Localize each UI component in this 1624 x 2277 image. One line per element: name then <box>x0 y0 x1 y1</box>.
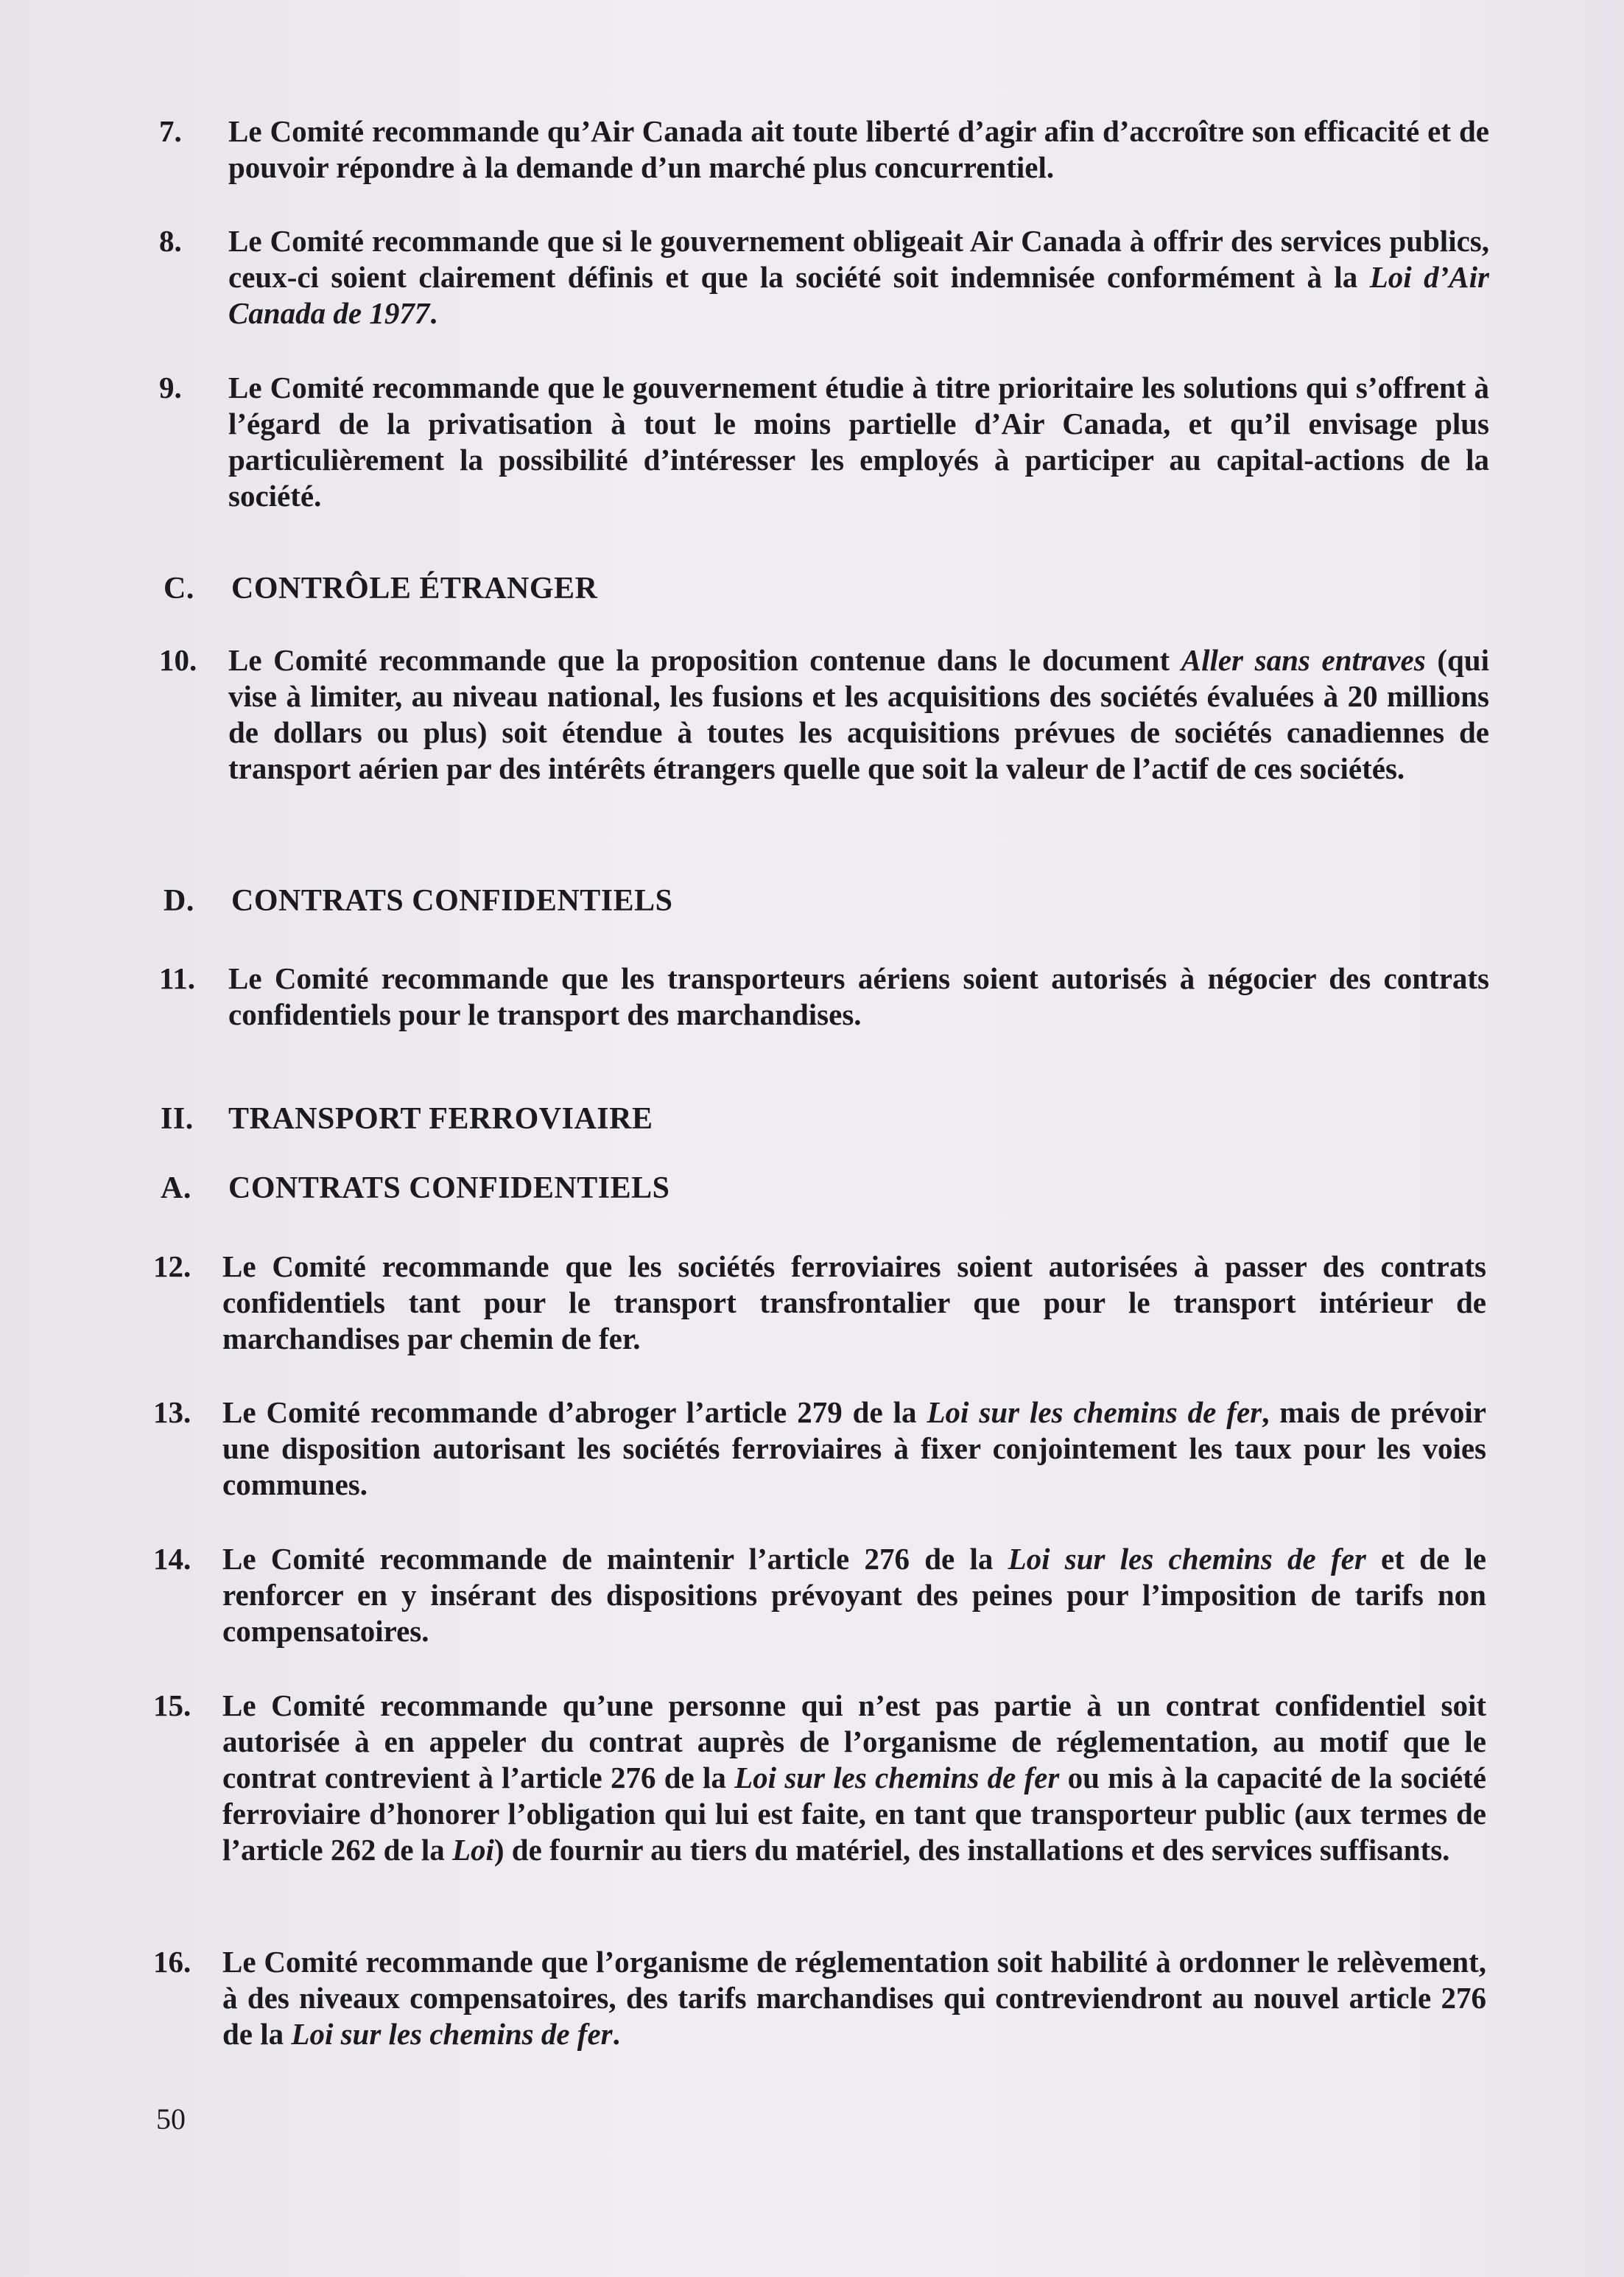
item-number: 12. <box>153 1249 191 1283</box>
recommendation-15 <box>153 1688 1487 1868</box>
section-heading-a: A. CONTRATS CONFIDENTIELS <box>161 1171 670 1205</box>
page-number: 50 <box>156 2102 186 2136</box>
item-number: 16. <box>153 1945 191 1979</box>
recommendation-8 <box>159 223 1489 331</box>
item-number: 9. <box>159 371 182 404</box>
recommendation-12 <box>153 1249 1486 1357</box>
item-text: Le Comité recommande d’abroger l’article 279 de la Loi sur les chemins de fer, mais de prévoir une disposition autorisant les sociétés ferroviaires à fixer conjointement les taux pour les voies communes. <box>222 1395 1486 1501</box>
recommendation-11 <box>159 961 1489 1033</box>
item-text: Le Comité recommande qu’une personne qui n’est pas partie à un contrat confidentiel soit autorisée à en appeler du contrat auprès de l’organisme de réglementation, au motif que le contrat contrevient à l’article 276 de la Loi sur les chemins de fer ou mis à la capacité de la société ferroviaire d’honorer l’obligation qui lui est faite, en tant que transporteur public (aux termes de l’article 262 de la Loi) de fournir au tiers du matériel, des installations et des services suffisants. <box>222 1688 1487 1867</box>
item-text: Le Comité recommande que les transporteurs aériens soient autorisés à négocier des contrats confidentiels pour le transport des marchandises. <box>228 961 1489 1031</box>
item-number: 8. <box>159 224 182 258</box>
item-number: 10. <box>159 643 197 677</box>
item-number: 7. <box>159 114 182 148</box>
recommendation-16 <box>153 1944 1486 2052</box>
item-text: Le Comité recommande que la proposition contenue dans le document Aller sans entraves (qui vise à limiter, au niveau national, les fusions et les acquisitions des sociétés évaluées à 20 millions de dollars ou plus) soit étendue à toutes les acquisitions prévues de sociétés canadiennes de transport aérien par des intérêts étrangers quelle que soit la valeur de l’actif de ces sociétés. <box>228 643 1489 785</box>
document-title: Aller sans entraves <box>1181 643 1426 677</box>
recommendation-9 <box>159 370 1489 514</box>
item-text: Le Comité recommande que les sociétés ferroviaires soient autorisées à passer des contrats confidentiels tant pour le transport transfrontalier que pour le transport intérieur de marchandises par chemin de fer. <box>222 1249 1486 1355</box>
item-number: 11. <box>159 961 195 995</box>
recommendation-13 <box>153 1394 1486 1503</box>
item-text: Le Comité recommande de maintenir l’article 276 de la Loi sur les chemins de fer et de le renforcer en y insérant des dispositions prévoyant des peines pour l’imposition de tarifs non compensatoires. <box>222 1542 1486 1648</box>
law-title: Loi sur les chemins de fer <box>734 1761 1060 1794</box>
section-heading-d: D. CONTRATS CONFIDENTIELS <box>164 884 673 918</box>
item-text: Le Comité recommande que l’organisme de réglementation soit habilité à ordonner le relèvement, à des niveaux compensatoires, des tarifs marchandises qui contreviendront au nouvel article 276 de la Loi sur les chemins de fer. <box>222 1945 1486 2051</box>
recommendation-7 <box>159 113 1489 186</box>
recommendation-10 <box>159 642 1489 787</box>
law-title: Loi d’Air Canada de 1977 <box>228 260 1489 330</box>
law-short-title: Loi <box>451 1833 494 1867</box>
chapter-heading-ii: II. TRANSPORT FERROVIAIRE <box>161 1102 653 1136</box>
item-number: 13. <box>153 1395 191 1429</box>
item-text: Le Comité recommande que si le gouvernement obligeait Air Canada à offrir des services publics, ceux-ci soient clairement définis et que la société soit indemnisée conformément à la Loi d’Air Canada de 1977. <box>228 224 1489 330</box>
item-number: 14. <box>153 1542 191 1576</box>
recommendation-14 <box>153 1541 1486 1649</box>
item-number: 15. <box>153 1688 191 1722</box>
law-title: Loi sur les chemins de fer <box>291 2017 613 2051</box>
section-heading-c: C. CONTRÔLE ÉTRANGER <box>164 572 598 606</box>
law-title: Loi sur les chemins de fer <box>927 1395 1262 1429</box>
item-text: Le Comité recommande que le gouvernement étudie à titre prioritaire les solutions qui s’offrent à l’égard de la privatisation à tout le moins partielle d’Air Canada, et qu’il envisage plus particulièrement la possibilité d’intéresser les employés à participer au capital-actions de la société. <box>228 371 1489 513</box>
law-title: Loi sur les chemins de fer <box>1008 1542 1366 1576</box>
item-text: Le Comité recommande qu’Air Canada ait toute liberté d’agir afin d’accroître son efficacité et de pouvoir répondre à la demande d’un marché plus concurrentiel. <box>228 114 1489 184</box>
